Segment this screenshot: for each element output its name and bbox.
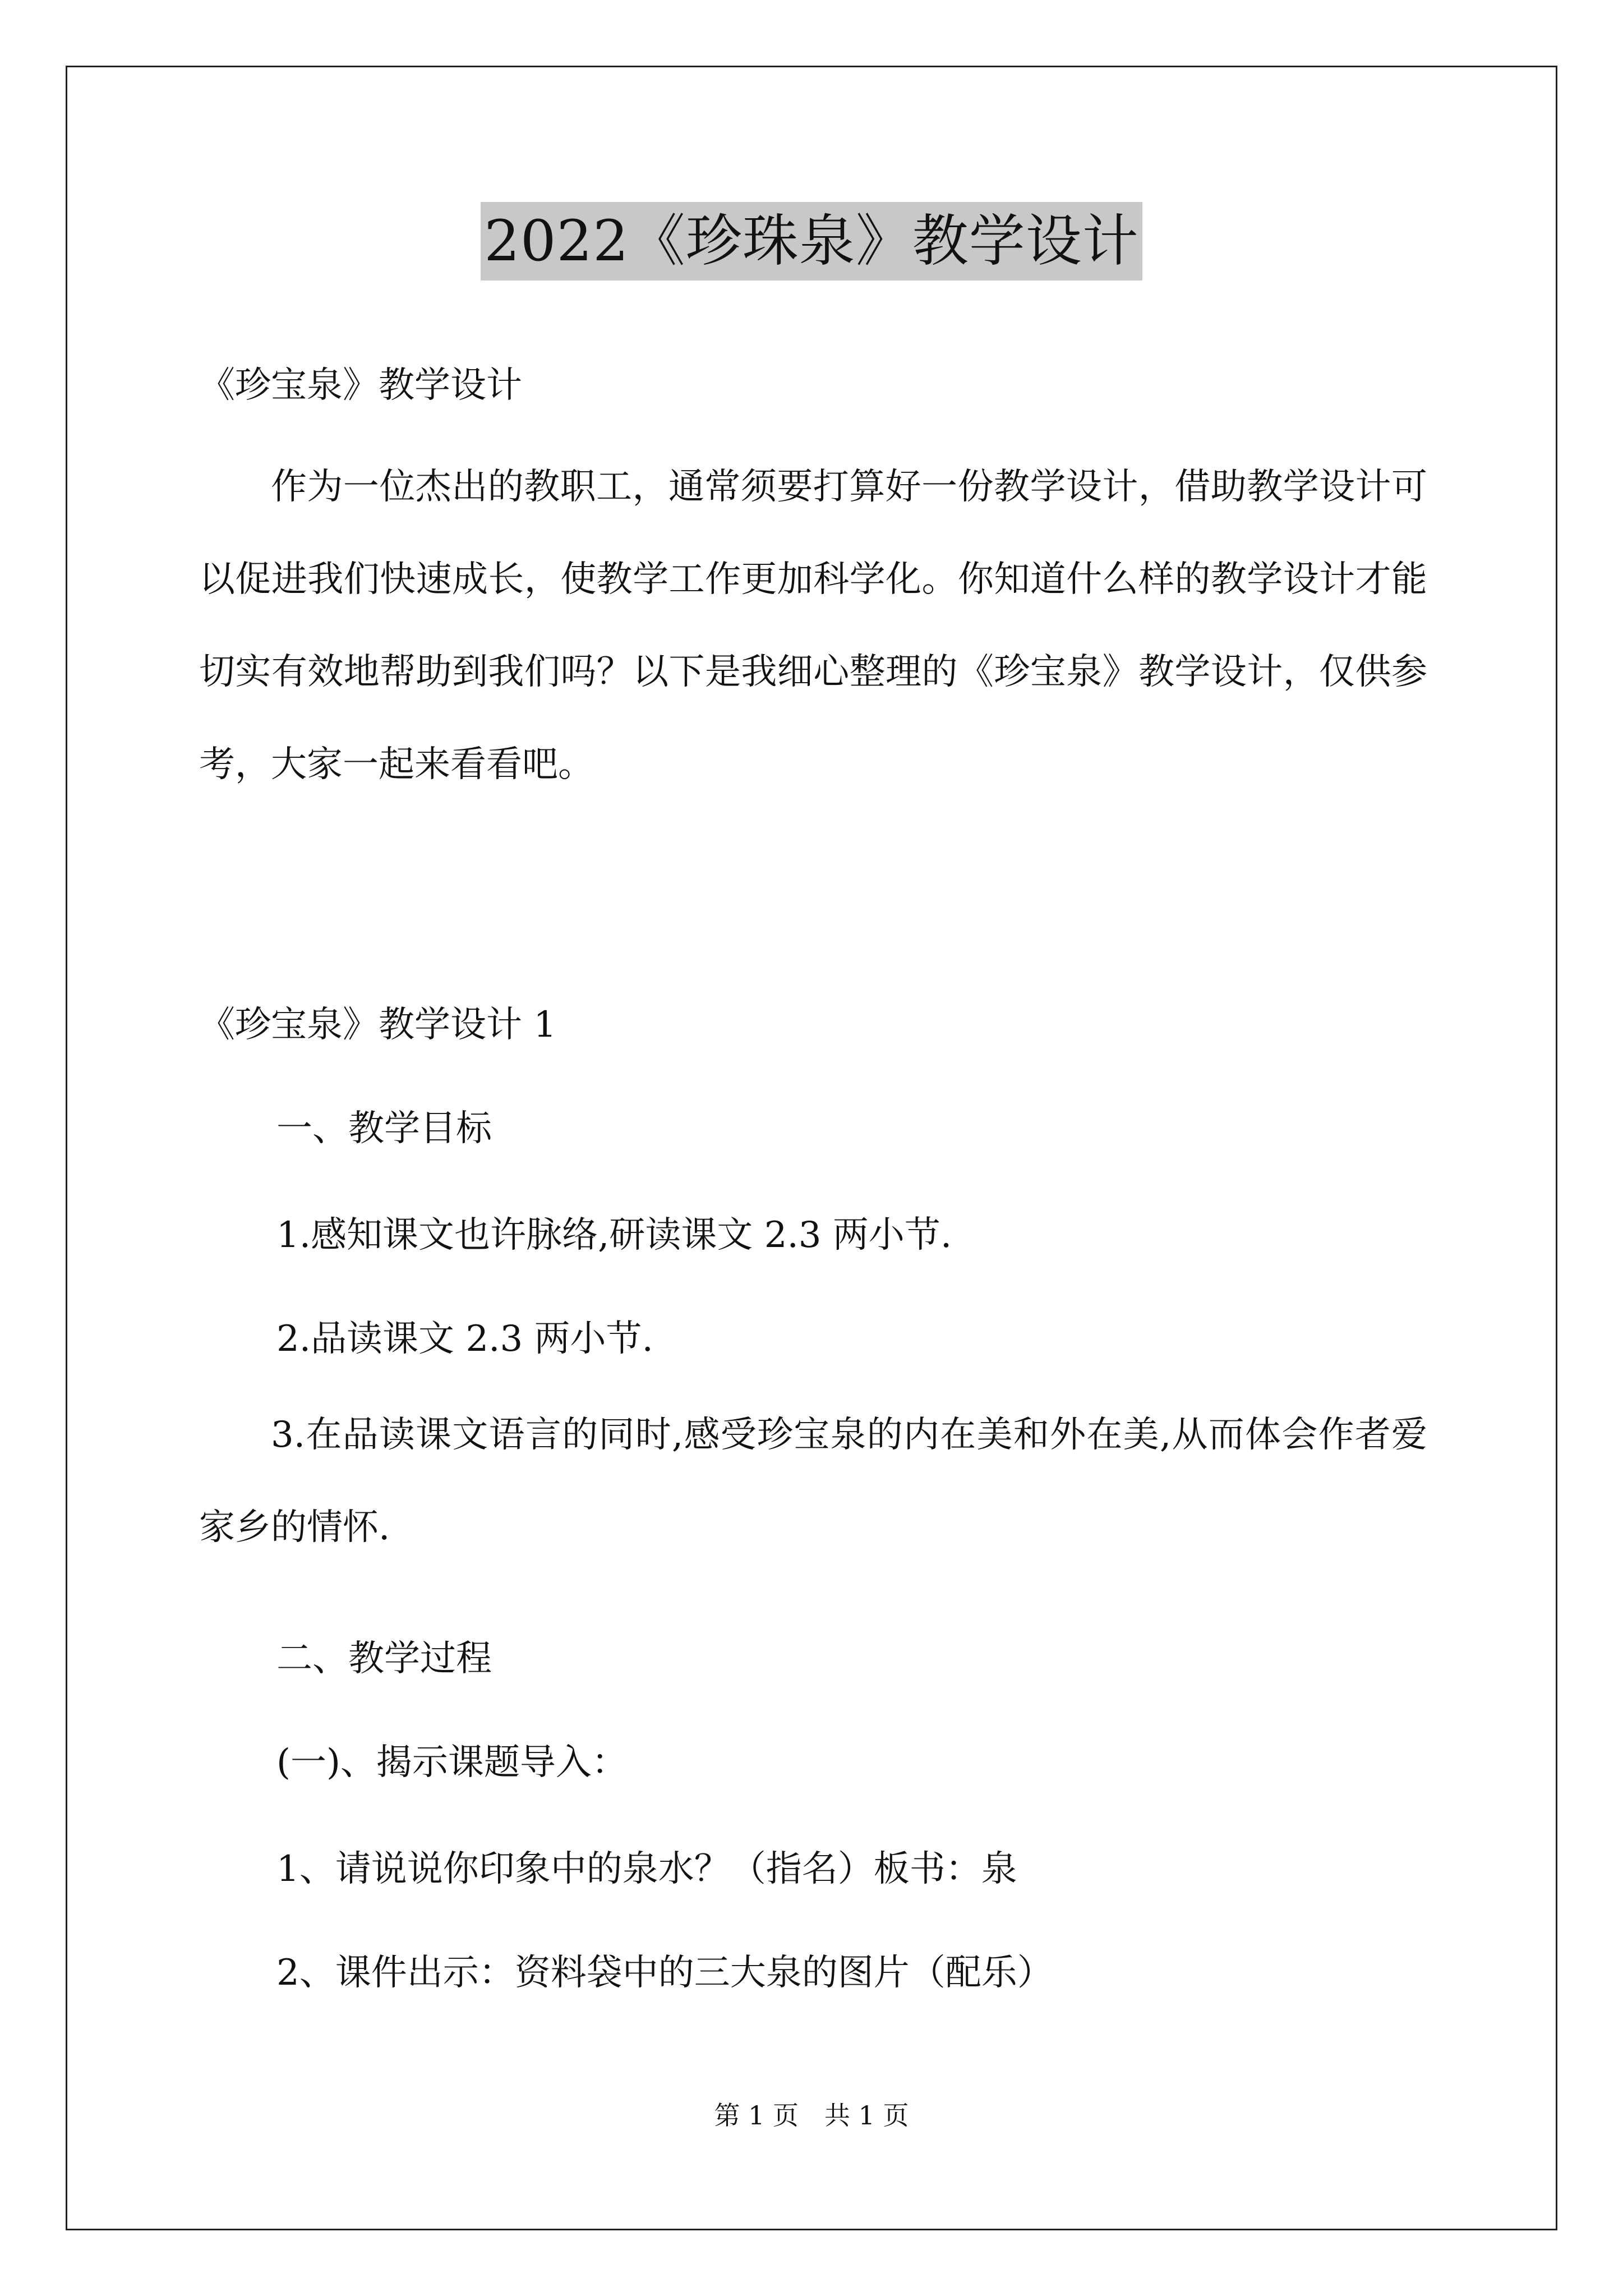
document-title: 2022《珍珠泉》教学设计 (481, 202, 1142, 280)
step-item-1: 1、请说说你印象中的泉水？（指名）板书：泉 (276, 1848, 1017, 1890)
goals-heading: 一、教学目标 (276, 1108, 492, 1149)
title-container (0, 202, 1623, 280)
page-number: 第 1 页 共 1 页 (714, 2100, 909, 2131)
step-item-2: 2、课件出示：资料袋中的三大泉的图片（配乐） (276, 1952, 1053, 1994)
step-heading: (一)、揭示课题导入： (276, 1742, 628, 1783)
process-heading: 二、教学过程 (276, 1638, 492, 1680)
subtitle: 《珍宝泉》教学设计 (199, 365, 522, 406)
intro-paragraph: 作为一位杰出的教职工，通常须要打算好一份教学设计，借助教学设计可以促进我们快速成长，使教学工作更加科学化。你知道什么样的教学设计才能切实有效地帮助到我们吗？以下是我细心整理的《珍宝泉》教学设计，仅供参考，大家一起来看看吧。 (199, 466, 1427, 785)
section-title: 《珍宝泉》教学设计 1 (199, 1004, 557, 1046)
goal-item-3: 3.在品读课文语言的同时,感受珍宝泉的内在美和外在美,从而体会作者爱家乡的情怀. (199, 1414, 1427, 1548)
goal-item-1: 1.感知课文也许脉络,研读课文 2.3 两小节. (276, 1214, 952, 1256)
goal-item-2: 2.品读课文 2.3 两小节. (276, 1318, 653, 1360)
